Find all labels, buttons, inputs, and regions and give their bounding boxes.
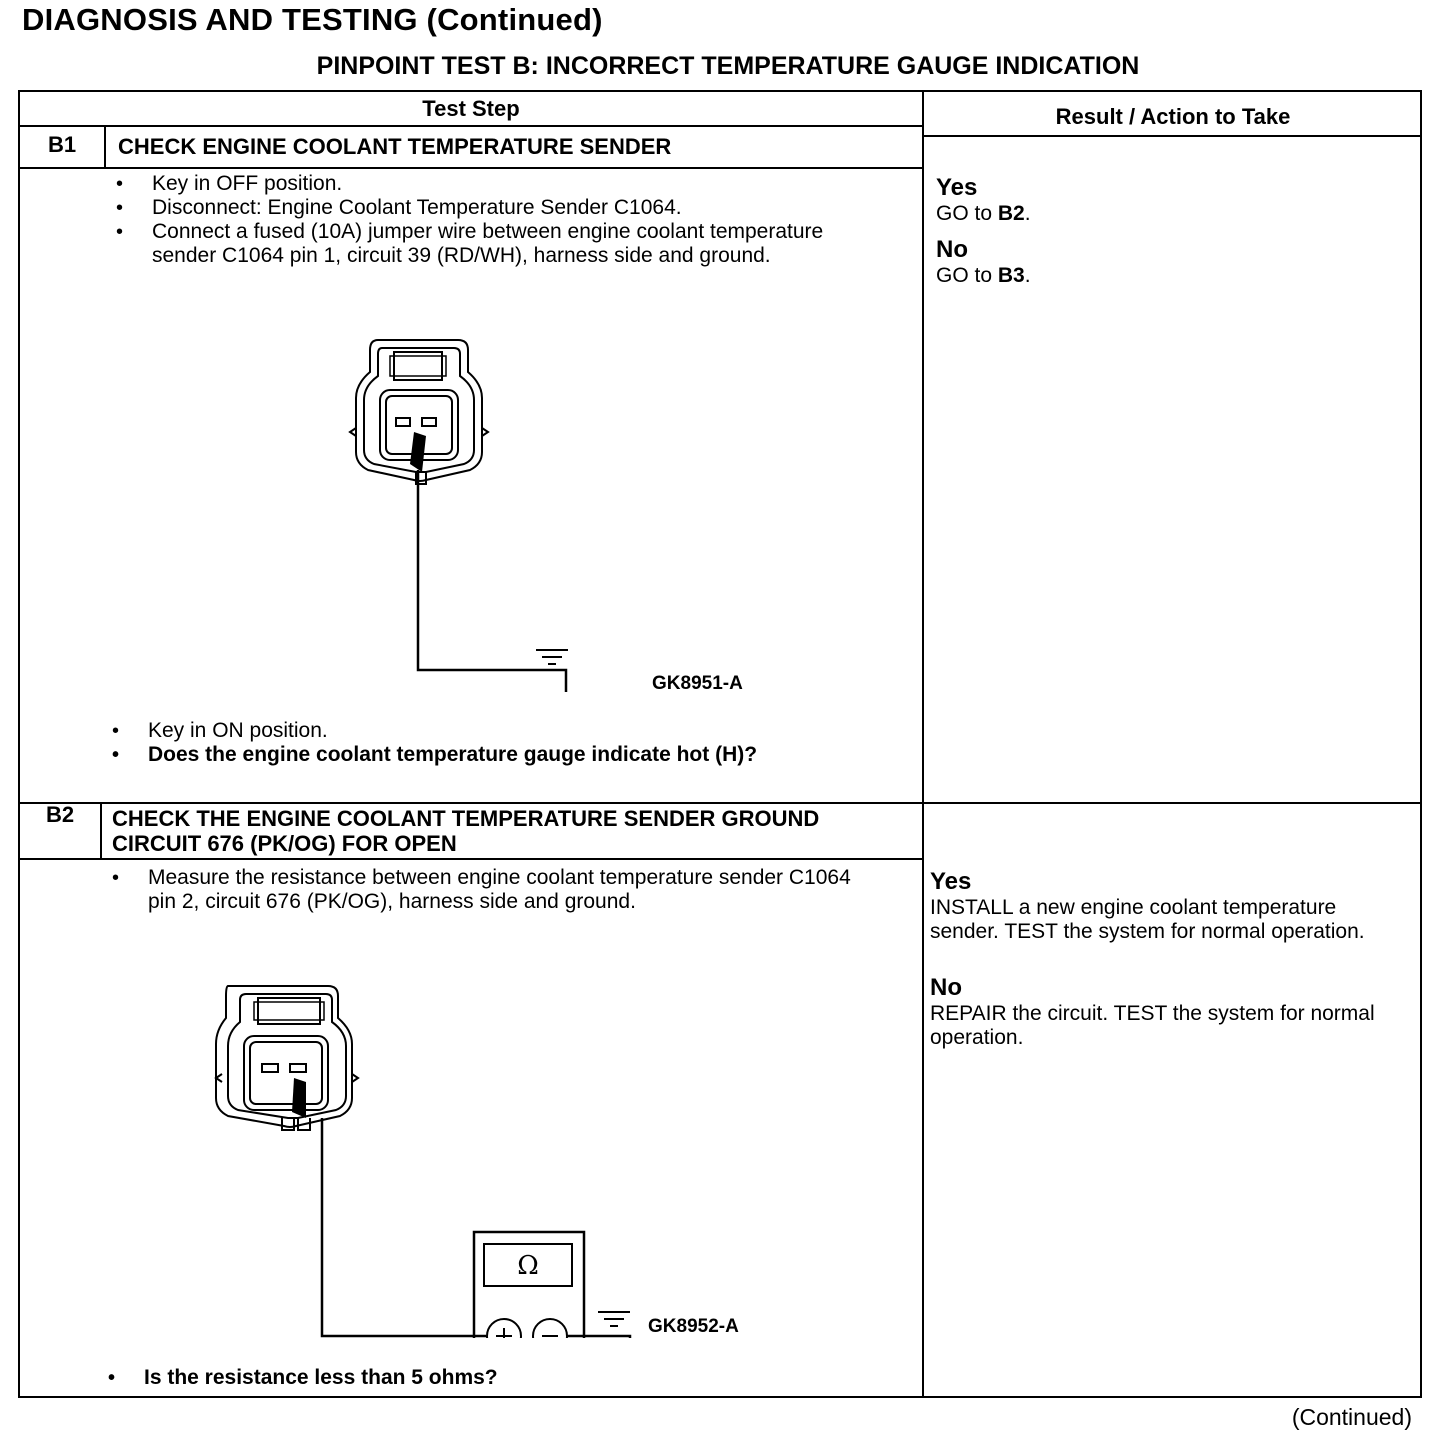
step-divider [20, 802, 1422, 804]
list-item: • Connect a fused (10A) jumper wire between engine coolant temperature sender C1064 pin 1, circuit 39 (RD/WH), harness side and ground. [116, 220, 866, 268]
list-item: • Disconnect: Engine Coolant Temperature Sender C1064. [116, 196, 866, 220]
b1-question: • Does the engine coolant temperature gauge indicate hot (H)? [112, 743, 872, 767]
list-item: • Key in ON position. [112, 719, 872, 743]
b2-title-divider [20, 858, 922, 860]
figure-code-b2: GK8952-A [648, 1316, 739, 1337]
b1-no-label: No [936, 236, 968, 263]
step-id-b2: B2 [45, 802, 75, 827]
list-item: • Key in OFF position. [116, 172, 866, 196]
b2-no-action: REPAIR the circuit. TEST the system for normal operation. [930, 1002, 1375, 1049]
b2-result [930, 868, 1410, 1050]
b2-yes-action: INSTALL a new engine coolant temperature sender. TEST the system for normal operation. [930, 896, 1365, 943]
list-item: • Measure the resistance between engine coolant temperature sender C1064 pin 2, circuit 676 (PK/OG), harness side and ground. [112, 866, 862, 914]
b1-yes-label: Yes [936, 174, 978, 201]
step-title-b2: CHECK THE ENGINE COOLANT TEMPERATURE SENDER GROUND CIRCUIT 676 (PK/OG) FOR OPEN [112, 806, 820, 856]
header-row-divider-left [20, 125, 922, 127]
b2-connector-ohmmeter-diagram [206, 978, 646, 1338]
b1-yes-ref: B2 [997, 202, 1025, 225]
figure-code-b1: GK8951-A [652, 673, 743, 694]
b2-yes-label: Yes [930, 868, 972, 895]
pinpoint-test-title: PINPOINT TEST B: INCORRECT TEMPERATURE GAUGE INDICATION [316, 52, 1140, 80]
column-header-test-step: Test Step [422, 96, 520, 121]
step-title-b1: CHECK ENGINE COOLANT TEMPERATURE SENDER [118, 134, 672, 159]
b2-final-instructions [108, 1366, 868, 1390]
column-divider [922, 92, 924, 1398]
b2-question: • Is the resistance less than 5 ohms? [108, 1366, 868, 1390]
b2-instructions [112, 866, 862, 914]
column-header-result: Result / Action to Take [1055, 104, 1291, 129]
ground-symbol [594, 1306, 634, 1336]
b1-id-divider [104, 125, 106, 167]
b1-instructions [116, 172, 866, 268]
b1-title-divider [20, 167, 922, 169]
step-id-b1: B1 [47, 132, 77, 157]
b2-no-label: No [930, 974, 962, 1001]
ohm-symbol: Ω [517, 1251, 539, 1281]
b2-id-divider [100, 802, 102, 858]
b1-yes-action: GO to B2. [936, 202, 1031, 225]
header-row-divider-right [922, 135, 1422, 137]
b1-connector-jumper-diagram [330, 332, 590, 692]
page-title: DIAGNOSIS AND TESTING (Continued) [22, 2, 603, 37]
pinpoint-test-table [18, 90, 1422, 1398]
b1-no-ref: B3 [997, 264, 1025, 287]
ground-symbol [532, 644, 572, 674]
continued-label: (Continued) [1291, 1404, 1412, 1430]
b1-no-action: GO to B3. [936, 264, 1031, 287]
b1-final-instructions [112, 719, 872, 767]
b1-result [936, 174, 1406, 288]
